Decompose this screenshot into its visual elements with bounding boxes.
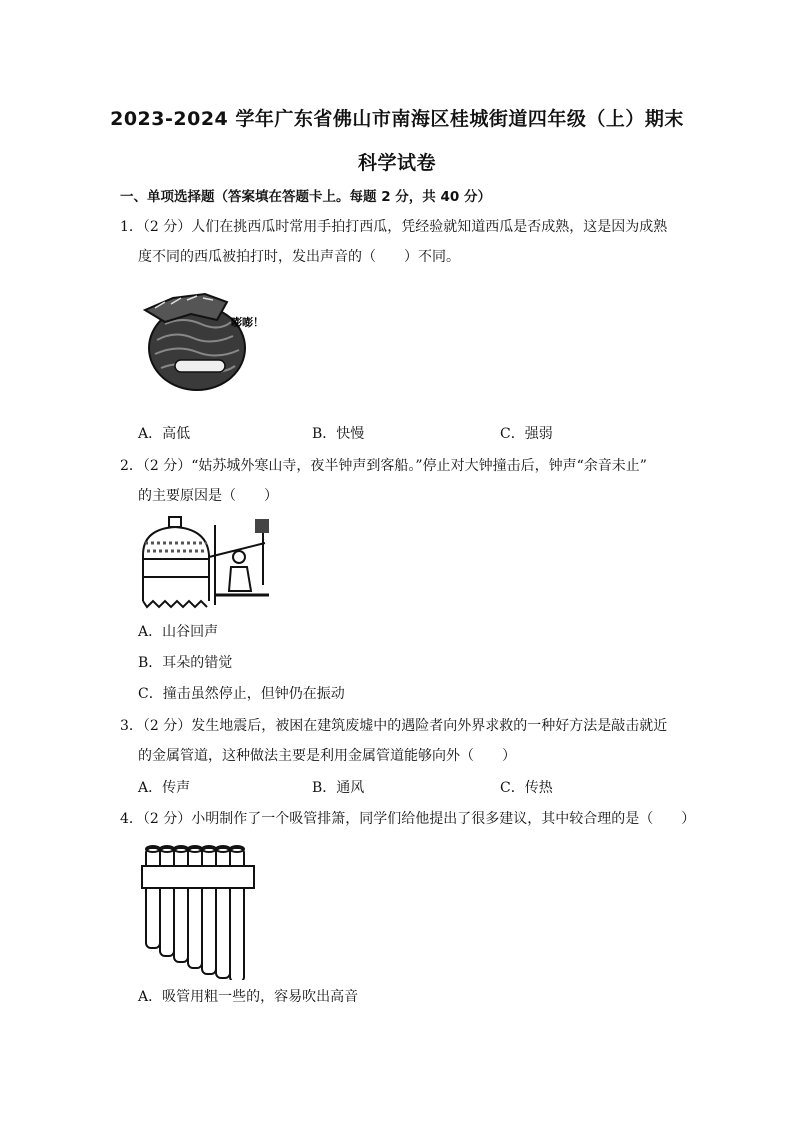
q3-option-b[interactable]: B．通风 (312, 780, 365, 796)
bell-figure (135, 515, 275, 611)
q2-option-c[interactable]: C．撞击虽然停止，但钟仍在振动 (138, 686, 345, 702)
q1-option-a[interactable]: A．高低 (138, 426, 191, 442)
question-2-text: 2．（2 分）“姑苏城外寒山寺，夜半钟声到客船。”停止对大钟撞击后，钟声“余音未止” (120, 458, 647, 474)
q1-option-b[interactable]: B．快慢 (312, 426, 365, 442)
question-3-text-cont: 的金属管道，这种做法主要是利用金属管道能够向外（ ） (138, 748, 516, 764)
q3-option-a[interactable]: A．传声 (138, 780, 191, 796)
question-3-text: 3．（2 分）发生地震后，被困在建筑废墟中的遇险者向外界求救的一种好方法是敲击就近 (120, 718, 668, 734)
q1-option-c[interactable]: C．强弱 (500, 426, 553, 442)
q2-option-a[interactable]: A．山谷回声 (138, 624, 219, 640)
q4-option-a[interactable]: A．吸管用粗一些的，容易吹出高音 (138, 989, 359, 1005)
question-1-text-cont: 度不同的西瓜被拍打时，发出声音的（ ）不同。 (138, 249, 460, 265)
question-4-text: 4．（2 分）小明制作了一个吸管排箫，同学们给他提出了很多建议，其中较合理的是（ ） (120, 811, 696, 827)
q2-option-b[interactable]: B．耳朵的错觉 (138, 655, 233, 671)
question-2-text-cont: 的主要原因是（ ） (138, 488, 278, 504)
watermelon-figure (135, 280, 285, 400)
q3-option-c[interactable]: C．传热 (500, 780, 553, 796)
pan-flute-figure (140, 840, 258, 980)
figure-sound-text: 嘭嘭！ (231, 316, 264, 329)
question-1-text: 1．（2 分）人们在挑西瓜时常用手拍打西瓜，凭经验就知道西瓜是否成熟，这是因为成熟 (120, 219, 668, 235)
page-title: 2023-2024 学年广东省佛山市南海区桂城街道四年级（上）期末 (110, 108, 684, 130)
page-title-line2: 科学试卷 (357, 152, 436, 174)
section-heading: 一、单项选择题（答案填在答题卡上。每题 2 分，共 40 分） (120, 189, 491, 205)
